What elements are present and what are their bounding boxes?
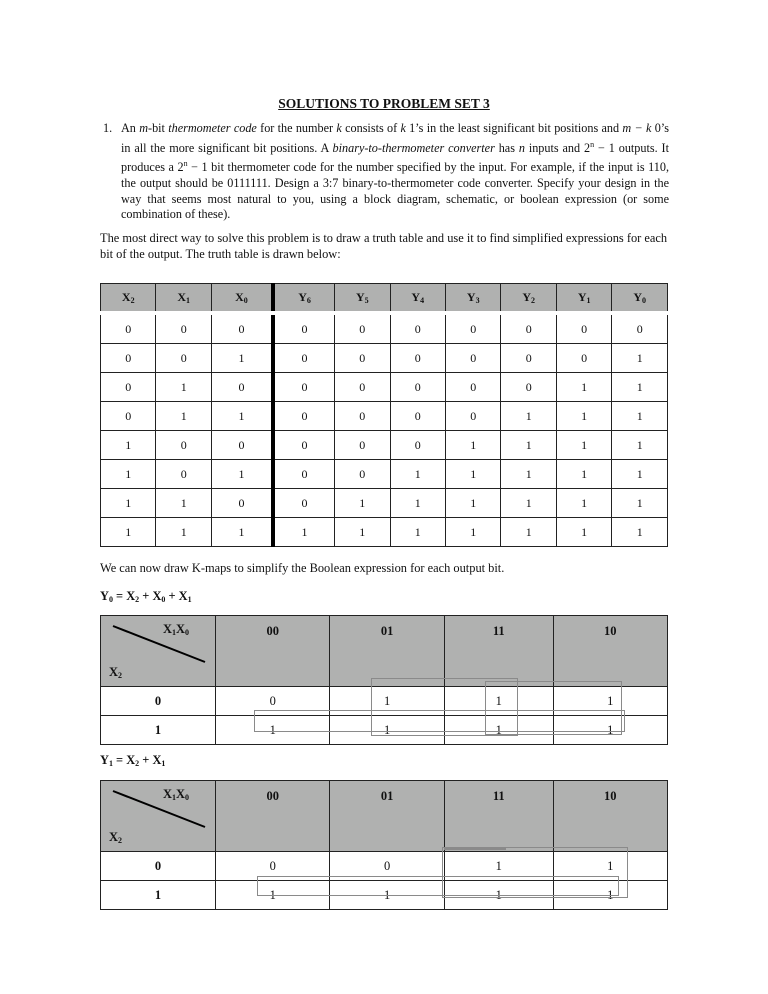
- intro-paragraph: The most direct way to solve this problem is to draw a truth table and use it to find simplified expressions for each bit of the output. The truth table is drawn below:: [100, 231, 668, 261]
- problem-text-segment: − 1 outputs. It produces a 2: [121, 140, 669, 175]
- table-cell: 0: [335, 460, 390, 489]
- table-row: [101, 489, 668, 518]
- kmap-cell: 1: [444, 716, 553, 745]
- problem-text-segment: 1’s in the least significant bit positions and: [405, 121, 623, 135]
- table-cell: 0: [335, 402, 390, 431]
- table-cell: 1: [101, 518, 156, 547]
- kmap-column-header: 00: [216, 781, 330, 852]
- table-cell: 0: [612, 313, 668, 344]
- kmap-row: [101, 881, 668, 910]
- problem-body: [121, 121, 669, 223]
- equation-y0: [100, 589, 192, 604]
- kmap-column-variables: [163, 622, 189, 637]
- table-cell: 1: [556, 489, 611, 518]
- equation-lhs: Y: [100, 589, 109, 603]
- table-cell: 0: [101, 373, 156, 402]
- column-header-x1: [156, 284, 211, 314]
- var-subscript: 1: [171, 793, 176, 802]
- var-subscript: 1: [187, 595, 192, 604]
- column-header-y3: [446, 284, 501, 314]
- kmap-column-header: 10: [553, 616, 667, 687]
- table-cell: 1: [335, 518, 390, 547]
- kmap-cell: 1: [444, 687, 553, 716]
- kmap-cell: 1: [330, 687, 444, 716]
- problem-text-segment: has: [494, 140, 519, 155]
- table-cell: 0: [156, 431, 211, 460]
- table-cell: 0: [273, 431, 335, 460]
- kmap-cell: 1: [553, 687, 667, 716]
- plus-sign: +: [139, 753, 153, 767]
- problem-text-segment: thermometer code: [168, 121, 257, 135]
- problem-text-segment: 0’s in all the more significant bit positions. A: [121, 121, 669, 155]
- problem-text-segment: for the number: [256, 121, 337, 135]
- var-name: X: [121, 290, 131, 304]
- kmap-cell: 1: [444, 852, 553, 881]
- kmap-cell: 1: [553, 716, 667, 745]
- equation-term: X: [152, 753, 162, 767]
- problem-text-segment: inputs and 2: [524, 140, 591, 155]
- problem-text-segment: − 1 bit thermometer code for the number specified by the input. For example, if the input is 110, the output should be 0111111. Design a 3:7 binary-to-thermometer code converter. Specify your design in the way that seems most natural to you, using a block diagram, schematic, or boolean expression (or some combination of these).: [121, 160, 670, 222]
- table-cell: 1: [612, 344, 668, 373]
- problem-text-segment: binary-to-thermometer converter: [332, 140, 495, 155]
- table-cell: 0: [556, 313, 611, 344]
- table-cell: 0: [335, 313, 390, 344]
- kmap-row: [101, 852, 668, 881]
- var-subscript: 0: [161, 595, 166, 604]
- var-subscript: 1: [171, 628, 176, 637]
- kmap-column-header: 10: [553, 781, 667, 852]
- table-cell: 1: [101, 431, 156, 460]
- kmap-column-header: 11: [444, 781, 553, 852]
- equation-lhs: Y: [100, 753, 109, 767]
- kmap-y0: [100, 615, 668, 745]
- table-cell: 0: [273, 489, 335, 518]
- truth-table: [100, 283, 668, 547]
- var-subscript: 0: [243, 296, 248, 305]
- table-cell: 1: [556, 373, 611, 402]
- var-subscript: 2: [118, 671, 123, 680]
- var-subscript: 3: [475, 296, 480, 305]
- table-cell: 1: [501, 489, 556, 518]
- kmap-cell: 1: [553, 881, 667, 910]
- equals-sign: =: [112, 753, 127, 767]
- table-cell: 0: [211, 313, 273, 344]
- equation-term: X: [152, 589, 162, 603]
- var-name: X: [109, 665, 119, 679]
- var-name: X: [177, 290, 187, 304]
- var-name: Y: [298, 290, 307, 304]
- table-cell: 0: [556, 344, 611, 373]
- table-cell: 1: [390, 460, 445, 489]
- table-cell: 0: [156, 313, 211, 344]
- table-cell: 1: [612, 460, 668, 489]
- table-cell: 1: [211, 402, 273, 431]
- kmap-cell: 0: [330, 852, 444, 881]
- table-cell: 1: [612, 518, 668, 547]
- plus-sign: +: [165, 589, 179, 603]
- table-cell: 0: [335, 431, 390, 460]
- page-title: SOLUTIONS TO PROBLEM SET 3: [278, 96, 490, 111]
- table-cell: 1: [501, 518, 556, 547]
- equals-sign: =: [112, 589, 127, 603]
- table-cell: 1: [101, 460, 156, 489]
- table-cell: 0: [273, 402, 335, 431]
- table-cell: 0: [390, 431, 445, 460]
- table-cell: 1: [390, 518, 445, 547]
- table-cell: 0: [390, 313, 445, 344]
- table-cell: 1: [156, 402, 211, 431]
- var-name: X: [109, 830, 119, 844]
- var-subscript: 2: [135, 759, 140, 768]
- table-cell: 1: [612, 489, 668, 518]
- problem-text-segment: n: [590, 139, 595, 149]
- kmap-row-label: 1: [101, 881, 216, 910]
- problem-text-segment: An: [121, 121, 140, 135]
- problem-text-segment: -bit: [148, 121, 169, 135]
- table-cell: 0: [273, 344, 335, 373]
- problem-text-segment: m: [139, 121, 149, 135]
- table-cell: 0: [446, 402, 501, 431]
- kmap-row: [101, 687, 668, 716]
- table-row: [101, 460, 668, 489]
- table-cell: 0: [390, 373, 445, 402]
- kmap-header-row: [101, 616, 668, 687]
- table-cell: 0: [273, 373, 335, 402]
- kmap-row-variable: [109, 665, 122, 680]
- table-cell: 1: [556, 431, 611, 460]
- table-cell: 1: [335, 489, 390, 518]
- table-cell: 0: [211, 373, 273, 402]
- var-name: X: [162, 787, 172, 801]
- table-cell: 0: [101, 344, 156, 373]
- truth-table-header: [101, 284, 668, 314]
- table-cell: 1: [556, 518, 611, 547]
- var-name: Y: [633, 290, 643, 304]
- table-cell: 1: [211, 344, 273, 373]
- kmap-header-row: [101, 781, 668, 852]
- table-cell: 0: [101, 402, 156, 431]
- var-subscript: 2: [135, 595, 140, 604]
- kmap-column-header: 01: [330, 616, 444, 687]
- column-header-y5: [335, 284, 390, 314]
- equation-term: X: [126, 753, 136, 767]
- table-cell: 1: [446, 518, 501, 547]
- var-subscript: 0: [642, 296, 647, 305]
- table-cell: 1: [101, 489, 156, 518]
- table-cell: 1: [446, 431, 501, 460]
- var-name: Y: [411, 290, 421, 304]
- var-subscript: 2: [118, 836, 123, 845]
- kmap-corner-cell: [101, 781, 216, 852]
- table-cell: 0: [156, 460, 211, 489]
- var-subscript: 2: [130, 296, 135, 305]
- table-cell: 1: [501, 402, 556, 431]
- kmap-row: [101, 716, 668, 745]
- kmap-cell: 0: [216, 687, 330, 716]
- var-subscript: 0: [185, 628, 189, 637]
- kmap-row-variable: [109, 830, 122, 845]
- kmap-cell: 1: [216, 881, 330, 910]
- kmap-y1: [100, 780, 668, 910]
- kmap-cell: 1: [444, 881, 553, 910]
- table-cell: 1: [211, 518, 273, 547]
- var-subscript: 1: [161, 759, 166, 768]
- table-cell: 0: [156, 344, 211, 373]
- kmap-cell: 0: [216, 852, 330, 881]
- table-cell: 0: [273, 313, 335, 344]
- problem-text-segment: consists of: [341, 121, 401, 135]
- table-row: [101, 431, 668, 460]
- var-name: Y: [577, 290, 587, 304]
- plus-sign: +: [139, 589, 153, 603]
- table-cell: 0: [211, 489, 273, 518]
- table-cell: 1: [501, 460, 556, 489]
- column-header-y2: [501, 284, 556, 314]
- table-cell: 0: [446, 373, 501, 402]
- column-header-y0: [612, 284, 668, 314]
- table-cell: 1: [501, 431, 556, 460]
- equation-term: X: [178, 589, 188, 603]
- problem-text-segment: n: [183, 159, 188, 169]
- kmap-cell: 1: [330, 881, 444, 910]
- table-cell: 1: [211, 460, 273, 489]
- var-subscript: 5: [364, 296, 369, 305]
- var-subscript: 0: [108, 595, 113, 604]
- var-subscript: 1: [186, 296, 191, 305]
- table-cell: 0: [446, 344, 501, 373]
- table-cell: 1: [612, 402, 668, 431]
- table-cell: 1: [612, 431, 668, 460]
- var-subscript: 0: [185, 793, 189, 802]
- var-name: X: [162, 622, 172, 636]
- table-cell: 0: [501, 373, 556, 402]
- problem-text-segment: k: [336, 121, 342, 135]
- equation-y1: [100, 753, 165, 768]
- var-name: Y: [355, 290, 365, 304]
- equation-term: X: [126, 589, 136, 603]
- table-row: [101, 344, 668, 373]
- table-cell: 1: [390, 489, 445, 518]
- kmap-cell: 1: [553, 852, 667, 881]
- table-cell: 0: [501, 313, 556, 344]
- column-header-y4: [390, 284, 445, 314]
- kmap-column-header: 11: [444, 616, 553, 687]
- table-cell: 0: [211, 431, 273, 460]
- var-subscript: 2: [531, 296, 536, 305]
- table-cell: 1: [612, 373, 668, 402]
- column-header-x0: [211, 284, 273, 314]
- kmap-cell: 1: [216, 716, 330, 745]
- table-cell: 1: [156, 373, 211, 402]
- problem-text-segment: n: [518, 140, 525, 155]
- table-cell: 0: [390, 344, 445, 373]
- table-cell: 0: [501, 344, 556, 373]
- var-name: X: [175, 622, 185, 636]
- column-header-y6: [273, 284, 335, 314]
- table-cell: 1: [446, 460, 501, 489]
- kmap-corner-cell: [101, 616, 216, 687]
- kmap-row-label: 0: [101, 687, 216, 716]
- column-header-y1: [556, 284, 611, 314]
- kmap-column-header: 01: [330, 781, 444, 852]
- var-subscript: 4: [420, 296, 425, 305]
- kmap-column-header: 00: [216, 616, 330, 687]
- table-cell: 1: [446, 489, 501, 518]
- table-cell: 1: [273, 518, 335, 547]
- var-name: Y: [466, 290, 476, 304]
- kmap-row-label: 0: [101, 852, 216, 881]
- problem-number: 1.: [103, 121, 113, 135]
- table-row: [101, 313, 668, 344]
- table-cell: 0: [390, 402, 445, 431]
- column-header-x2: [101, 284, 156, 314]
- table-cell: 0: [446, 313, 501, 344]
- problem-text-segment: m − k: [622, 121, 652, 135]
- var-name: X: [235, 290, 244, 304]
- table-row: [101, 402, 668, 431]
- table-cell: 1: [156, 518, 211, 547]
- table-cell: 0: [335, 373, 390, 402]
- table-cell: 0: [335, 344, 390, 373]
- kmap-row-label: 1: [101, 716, 216, 745]
- var-subscript: 1: [108, 759, 113, 768]
- kmap-column-variables: [163, 787, 189, 802]
- table-cell: 0: [101, 313, 156, 344]
- kmap-intro: We can now draw K-maps to simplify the Boolean expression for each output bit.: [100, 561, 505, 575]
- kmap-cell: 1: [330, 716, 444, 745]
- table-row: [101, 518, 668, 547]
- var-name: Y: [522, 290, 532, 304]
- table-cell: 0: [273, 460, 335, 489]
- var-subscript: 6: [306, 296, 311, 305]
- table-cell: 1: [556, 402, 611, 431]
- problem-text-segment: k: [400, 121, 406, 135]
- table-cell: 1: [556, 460, 611, 489]
- table-cell: 1: [156, 489, 211, 518]
- problem-statement: [103, 121, 669, 223]
- table-row: [101, 373, 668, 402]
- var-subscript: 1: [586, 296, 591, 305]
- var-name: X: [175, 787, 185, 801]
